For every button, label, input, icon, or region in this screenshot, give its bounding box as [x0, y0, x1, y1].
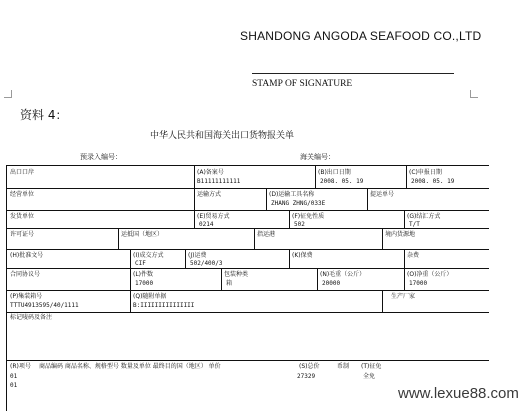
- page-corner-mark-left: [4, 90, 12, 98]
- preparer-number-label: 预录入编号：: [80, 153, 122, 161]
- manufacturer-label: 生产厂家: [391, 293, 416, 300]
- misc-fee-label: 杂费: [407, 252, 420, 259]
- net-weight-value: 17000: [409, 280, 428, 287]
- form-title: 中华人民共和国海关出口货物报关单: [150, 131, 295, 141]
- declare-date-label: (C)申报日期: [409, 169, 442, 176]
- net-weight-label: (O)净重（公斤）: [407, 271, 453, 278]
- insurance-label: (K)保费: [292, 252, 313, 259]
- transport-tool-value: ZHANG ZHNG/033E: [271, 200, 326, 207]
- approval-number-label: (H)批准文号: [10, 252, 44, 259]
- export-port-label: 出口口岸: [10, 169, 35, 176]
- record-number-value: B11111111111: [197, 178, 241, 185]
- marks-remarks-label: 标记唛码及备注: [10, 314, 53, 321]
- item-row-2-number: 01: [10, 382, 18, 389]
- packages-value: 17000: [135, 280, 154, 287]
- settlement-label: (G)结汇方式: [407, 213, 441, 220]
- page-corner-mark-right: [470, 90, 478, 98]
- item-columns-header: 商品编码 商品名称、规格型号 数量及单位 最终目的国（地区） 单价: [39, 363, 221, 370]
- export-date-label: (B)出口日期: [318, 169, 351, 176]
- packages-label: (L)件数: [133, 271, 154, 278]
- destination-port-label: 指运港: [257, 231, 276, 238]
- gross-weight-label: (N)毛重（公斤）: [320, 271, 366, 278]
- customs-number-label: 海关编号：: [300, 153, 335, 161]
- freight-value: 502/400/3: [190, 260, 223, 267]
- currency-label: 币制: [337, 363, 350, 370]
- item-row-1-exemption: 全免: [363, 373, 376, 380]
- origin-place-label: 境内货源地: [385, 231, 416, 238]
- license-number-label: 许可证号: [10, 231, 35, 238]
- export-date-value: 2008. 05. 19: [320, 178, 364, 185]
- packing-type-label: 包装种类: [224, 271, 249, 278]
- contract-number-label: 合同协议号: [10, 271, 41, 278]
- declaration-table: [6, 165, 489, 411]
- gross-weight-value: 20000: [322, 280, 341, 287]
- item-row-1-total: 27329: [297, 373, 316, 380]
- total-price-label: (S)总价: [299, 363, 320, 370]
- bill-number-label: 提运单号: [370, 191, 395, 198]
- trade-mode-value: 0214: [199, 221, 214, 228]
- container-number-value: TTTU4913595/40/1111: [10, 302, 79, 309]
- freight-label: (J)运费: [188, 252, 207, 259]
- settlement-value: T/T: [409, 221, 420, 228]
- watermark: www.lexue88.com: [398, 385, 519, 402]
- consignor-label: 发货单位: [10, 213, 35, 220]
- documents-value: B:IIIIIIIIIIIIIII: [133, 302, 195, 309]
- documents-label: (Q)随附单据: [133, 293, 167, 300]
- exemption-label: (T)征免: [361, 363, 382, 370]
- tax-nature-value: 502: [294, 221, 305, 228]
- operator-label: 经营单位: [10, 191, 35, 198]
- destination-country-label: 运抵国（地区）: [121, 231, 164, 238]
- trade-mode-label: (E)贸易方式: [197, 213, 230, 220]
- item-number-label: (R)项号: [10, 363, 31, 370]
- company-name: SHANDONG ANGODA SEAFOOD CO.,LTD: [240, 29, 482, 43]
- record-number-label: (A)备案号: [197, 169, 224, 176]
- container-number-label: (P)集装箱号: [10, 293, 43, 300]
- tax-nature-label: (F)征免性质: [292, 213, 325, 220]
- transport-tool-label: (D)运输工具名称: [269, 191, 315, 198]
- declare-date-value: 2008. 05. 19: [411, 178, 455, 185]
- document-label: 资料 4：: [20, 108, 68, 122]
- transport-mode-label: 运输方式: [197, 191, 222, 198]
- signature-line: [252, 73, 454, 74]
- packing-type-value: 箱: [226, 280, 233, 287]
- item-row-1-number: 01: [10, 373, 18, 380]
- stamp-label: STAMP OF SIGNATURE: [252, 79, 353, 89]
- terms-value: CIF: [135, 260, 146, 267]
- terms-label: (I)成交方式: [133, 252, 164, 259]
